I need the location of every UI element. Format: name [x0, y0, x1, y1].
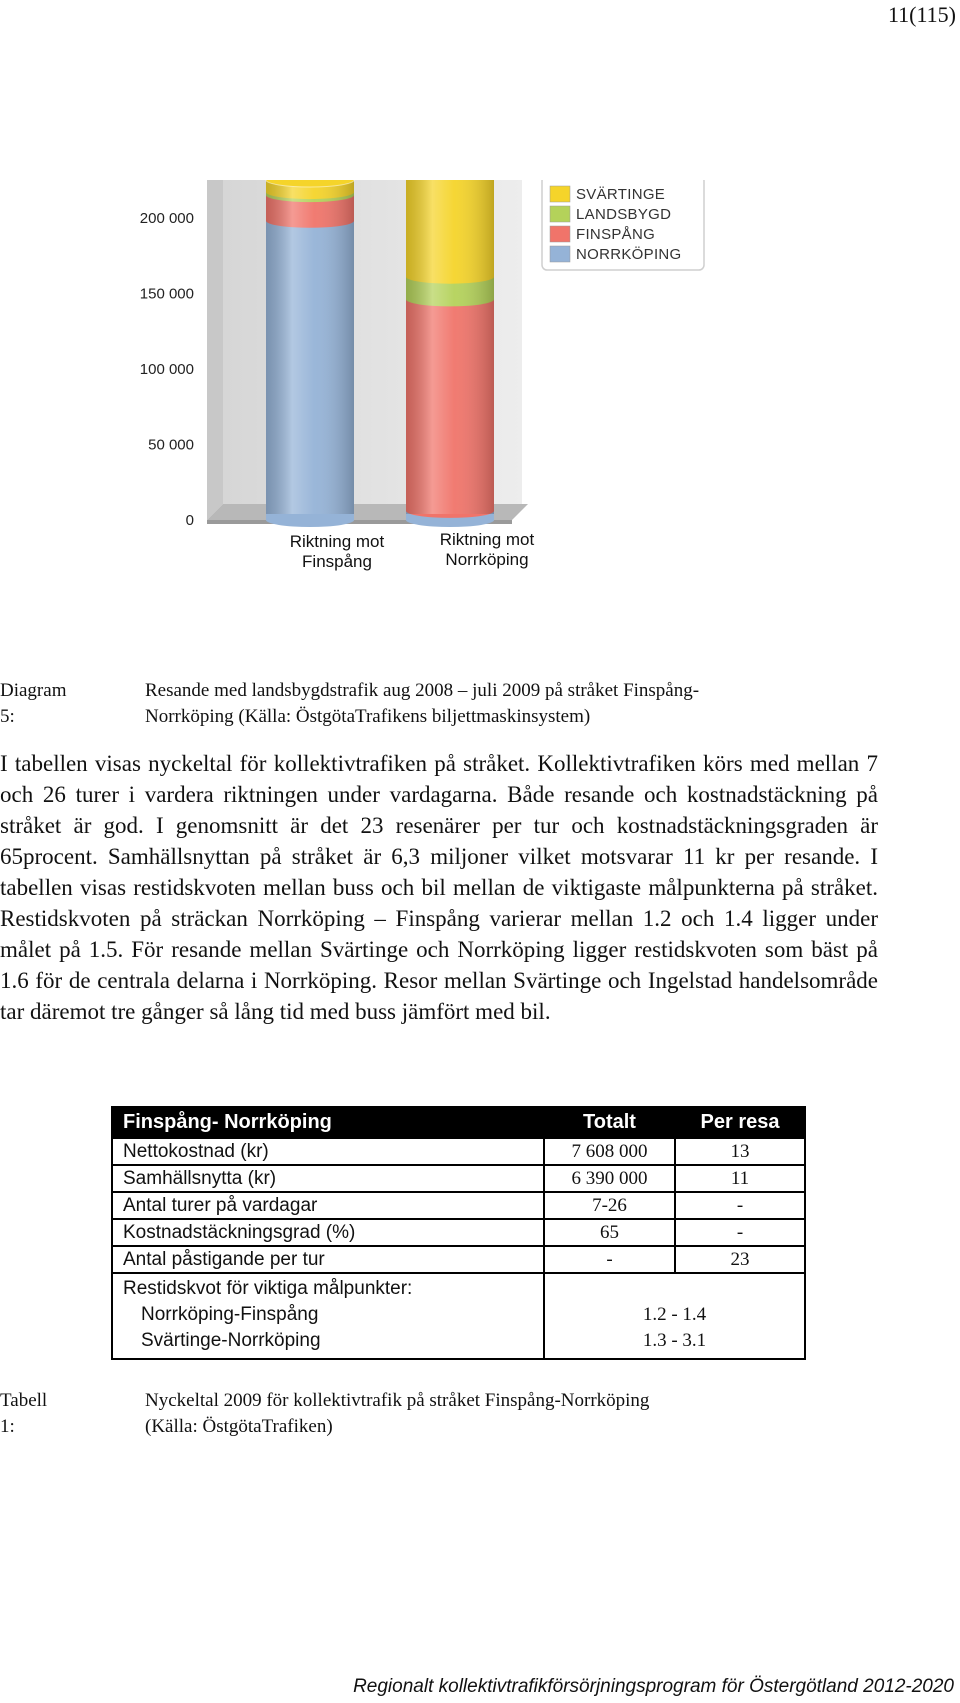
restidskvot-route: Svärtinge-Norrköping [141, 1330, 321, 1351]
table-row [112, 1192, 805, 1219]
table-row-restidskvot [112, 1273, 805, 1359]
legend-label: NORRKÖPING [576, 246, 682, 263]
legend-swatch [550, 246, 570, 262]
table-cell-label: Nettokostnad (kr) [112, 1138, 544, 1166]
key-figures-table [111, 1106, 806, 1360]
legend-swatch [550, 186, 570, 202]
body-paragraph: I tabellen visas nyckeltal för kollektivtrafiken på stråket. Kollektivtrafiken körs med mellan 7 och 26 turer i vardera riktningen under vardagarna. Både resande och kostnadstäckning på stråket är god. I genomsnitt är det 23 resenärer per tur och kostnadstäckningsgraden är 65procent. Samhällsnyttan på stråket är 6,3 miljoner vilket motsvarar 11 kr per resande. I tabellen visas restidskvoten mellan buss och bil mellan de viktigaste målpunkterna på stråket. Restidskvoten på sträckan Norrköping – Finspång varierar mellan 1.2 och 1.4 ligger under målet på 1.5. För resande mellan Svärtinge och Norrköping ligger restidskvoten som bäst på 1.6 för de centrala delarna i Norrköping. Resor mellan Svärtinge och Ingelstad handelsområde tar däremot tre gånger så lång tid med buss jämfört med bil. [0, 751, 878, 1024]
legend-label: LANDSBYGD [576, 206, 672, 223]
chart-side-wall [207, 180, 223, 520]
y-tick-label: 150 000 [139, 285, 194, 303]
table-cell-total: 7-26 [544, 1192, 675, 1219]
category-label-finspang: Riktning mot Finspång [289, 532, 385, 571]
restidskvot-value: 1.3 - 3.1 [642, 1330, 707, 1351]
table-cell-total: 6 390 000 [544, 1165, 675, 1192]
category-label-norrkoping: Riktning mot Norrköping [439, 530, 535, 569]
table-cell-total: 7 608 000 [544, 1138, 675, 1166]
table-body [112, 1138, 805, 1360]
table-caption-line-1: Nyckeltal 2009 för kollektivtrafik på stråket Finspång-Norrköping [145, 1390, 650, 1411]
table-cell-label: Antal turer på vardagar [112, 1192, 544, 1219]
y-tick-label: 50 000 [148, 436, 194, 454]
table-cell-label: Kostnadstäckningsgrad (%) [112, 1219, 544, 1246]
table-header-total: Totalt [544, 1107, 675, 1138]
y-tick-label: 200 000 [139, 209, 194, 227]
table-caption-label: Tabell 1: [0, 1390, 48, 1437]
table-caption-text [145, 1388, 845, 1440]
y-tick-label: 100 000 [139, 360, 194, 378]
table-header-per: Per resa [675, 1107, 805, 1138]
table-row [112, 1219, 805, 1246]
table-cell-per: 23 [675, 1246, 805, 1273]
stacked-bar-chart [120, 180, 780, 570]
bar-shading [406, 180, 494, 514]
legend-swatch [550, 206, 570, 222]
table-row [112, 1138, 805, 1166]
table-header-label: Finspång- Norrköping [112, 1107, 544, 1138]
bar-stack [266, 180, 354, 527]
table-cell-per: - [675, 1192, 805, 1219]
y-tick-label: 0 [185, 512, 194, 529]
diagram-caption-line-2: Norrköping (Källa: ÖstgötaTrafikens biljettmaskinsystem) [145, 706, 591, 727]
restidskvot-heading: Restidskvot för viktiga målpunkter: [123, 1278, 413, 1299]
table-header-row [112, 1107, 805, 1138]
table-cell-per: - [675, 1219, 805, 1246]
legend-swatch [550, 226, 570, 242]
chart-legend [542, 180, 704, 270]
diagram-caption-label: Diagram 5: [0, 680, 67, 727]
bar-shading [266, 180, 354, 514]
table-cell-label: Antal påstigande per tur [112, 1246, 544, 1273]
legend-label: SVÄRTINGE [576, 186, 666, 203]
bar-stack [406, 180, 494, 527]
diagram-caption-line-1: Resande med landsbygdstrafik aug 2008 – juli 2009 på stråket Finspång- [145, 680, 700, 701]
page-footer: Regionalt kollektivtrafikförsörjningsprogram för Östergötland 2012-2020 [353, 1676, 954, 1697]
table-cell-per: 13 [675, 1138, 805, 1166]
y-axis-ticks [140, 210, 194, 529]
legend-label: FINSPÅNG [576, 226, 656, 243]
diagram-caption-text [145, 678, 845, 730]
table-row [112, 1165, 805, 1192]
table-row [112, 1246, 805, 1273]
table-cell-label: Samhällsnytta (kr) [112, 1165, 544, 1192]
table-cell-restidskvot-values [544, 1273, 805, 1359]
restidskvot-value: 1.2 - 1.4 [642, 1304, 707, 1325]
table-cell-total: - [544, 1246, 675, 1273]
restidskvot-route: Norrköping-Finspång [141, 1304, 319, 1325]
table-cell-label [112, 1273, 544, 1359]
table-cell-total: 65 [544, 1219, 675, 1246]
bar-segment-bottom [266, 513, 354, 527]
page-number: 11(115) [887, 2, 956, 27]
table-cell-per: 11 [675, 1165, 805, 1192]
table-caption-line-2: (Källa: ÖstgötaTrafiken) [145, 1416, 333, 1437]
